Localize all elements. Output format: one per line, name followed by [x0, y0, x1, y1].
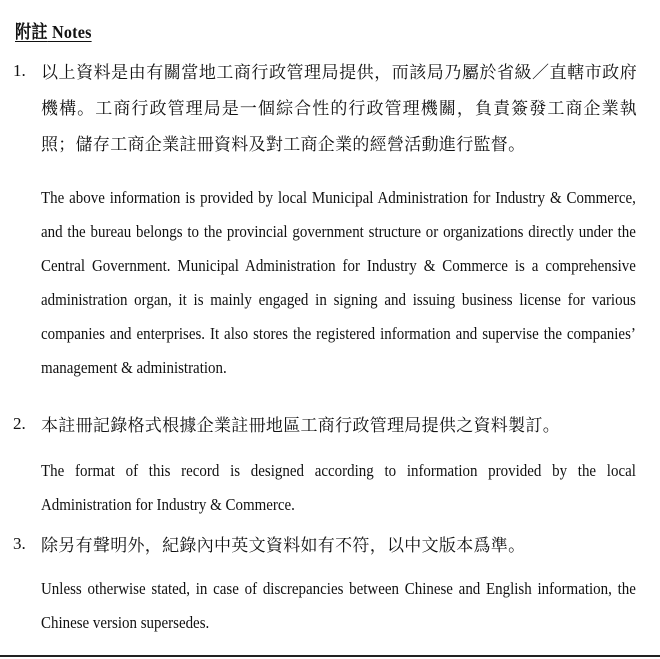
- note-1-number: 1.: [13, 61, 26, 80]
- note-1-english: The above information is provided by local Municipal Administration for Industry & Commerce, and the bureau belongs to the provincial government structure or organizations directly under the Central Government. Municipal Administration for Industry & Commerce is a comprehensive administration organ, it is mainly engaged in signing and issuing business license for various companies and enterprises. It also stores the registered information and supervise the companies’ management & administration.: [41, 188, 636, 377]
- note-3-number: 3.: [13, 534, 26, 553]
- note-3-chinese: 除另有聲明外，紀錄內中英文資料如有不符，以中文版本爲準。: [41, 536, 526, 555]
- notes-heading-zh: 附註: [15, 22, 48, 42]
- notes-heading-en: Notes: [51, 22, 92, 42]
- note-2-chinese: 本註冊記錄格式根據企業註冊地區工商行政管理局提供之資料製訂。: [41, 416, 560, 435]
- note-2-english: The format of this record is designed according to information provided by the local Administration for Industry & Commerce.: [41, 461, 636, 514]
- note-3-english: Unless otherwise stated, in case of discrepancies between Chinese and English information, the Chinese version supersedes.: [41, 579, 636, 632]
- note-1-chinese: 以上資料是由有關當地工商行政管理局提供，而該局乃屬於省級／直轄市政府機構。工商行政管理局是一個綜合性的行政管理機關，負責簽發工商企業執照；儲存工商企業註冊資料及對工商企業的經營活動進行監督。: [41, 63, 637, 154]
- bottom-border-line: [0, 655, 660, 657]
- notes-heading: [15, 18, 92, 44]
- note-2-number: 2.: [13, 414, 26, 433]
